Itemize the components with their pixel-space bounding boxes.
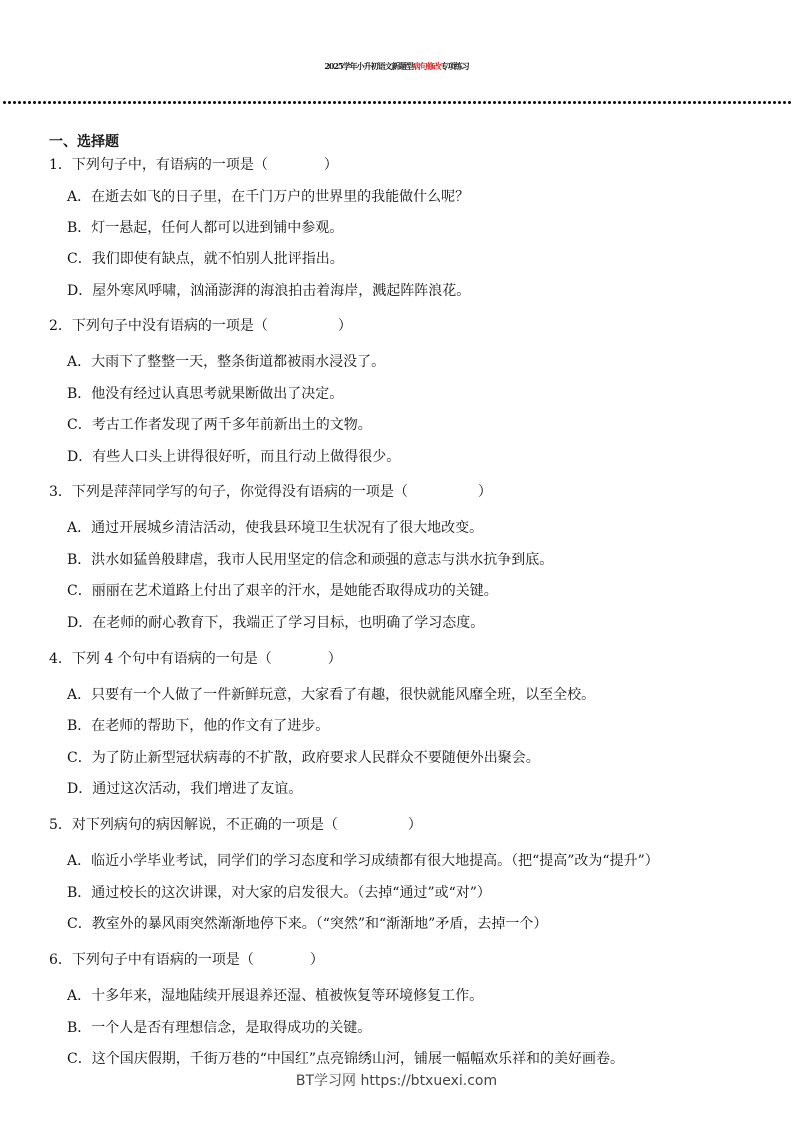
question-stem: 1．下列句子中，有语病的一项是（ ） bbox=[49, 157, 338, 173]
footer-watermark: BT学习网 https://btxuexi.com bbox=[295, 1073, 498, 1089]
question-option: B．一个人是否有理想信念，是取得成功的关键。 bbox=[67, 1020, 372, 1036]
question-option: A．通过开展城乡清洁活动，使我县环境卫生状况有了很大地改变。 bbox=[67, 520, 484, 536]
title-suffix: 专项练习 bbox=[440, 61, 469, 71]
question-option: A．临近小学毕业考试，同学们的学习态度和学习成绩都有很大地提高。（把“提高”改为“提升”） bbox=[67, 853, 659, 869]
question-option: B．洪水如猛兽般肆虐，我市人民用坚定的信念和顽强的意志与洪水抗争到底。 bbox=[67, 552, 554, 568]
question-option: D．在老师的耐心教育下，我端正了学习目标，也明确了学习态度。 bbox=[67, 615, 485, 631]
question-option: C．我们即使有缺点，就不怕别人批评指出。 bbox=[67, 251, 344, 267]
title-highlight: 病句修改 bbox=[412, 61, 441, 71]
question-stem: 2．下列句子中没有语病的一项是（ ） bbox=[49, 318, 352, 334]
question-option: B．灯一悬起，任何人都可以进到铺中参观。 bbox=[67, 220, 344, 236]
page-title bbox=[0, 38, 793, 94]
question-option: A．在逝去如飞的日子里，在千门万户的世界里的我能做什么呢？ bbox=[67, 189, 470, 205]
question-option: B．他没有经过认真思考就果断做出了决定。 bbox=[67, 386, 344, 402]
title-prefix: 2025学年小升初语文新题型 bbox=[324, 61, 413, 71]
question-option: C．为了防止新型冠状病毒的不扩散，政府要求人民群众不要随便外出聚会。 bbox=[67, 750, 540, 766]
section-heading: 一、选择题 bbox=[49, 134, 119, 150]
question-stem: 6．下列句子中有语病的一项是（ ） bbox=[49, 952, 324, 968]
question-option: C．教室外的暴风雨突然渐渐地停下来。（“突然”和“渐渐地”矛盾，去掉一个） bbox=[67, 916, 548, 932]
question-option: C．考古工作者发现了两千多年前新出土的文物。 bbox=[67, 417, 372, 433]
question-option: A．只要有一个人做了一件新鲜玩意，大家看了有趣，很快就能风靡全班，以至全校。 bbox=[67, 687, 596, 703]
question-stem: 3．下列是萍萍同学写的句子，你觉得没有语病的一项是（ ） bbox=[49, 484, 492, 500]
question-option: D．通过这次活动，我们增进了友谊。 bbox=[67, 781, 303, 797]
dotted-divider bbox=[2, 100, 791, 105]
question-stem: 5．对下列病句的病因解说，不正确的一项是（ ） bbox=[49, 817, 422, 833]
question-option: B．通过校长的这次讲课，对大家的启发很大。（去掉“通过”或“对”） bbox=[67, 885, 491, 901]
question-option: B．在老师的帮助下，他的作文有了进步。 bbox=[67, 718, 330, 734]
question-stem: 4．下列 4 个句中有语病的一句是（ ） bbox=[49, 651, 342, 667]
question-option: A．十多年来，湿地陆续开展退养还湿、植被恢复等环境修复工作。 bbox=[67, 988, 484, 1004]
question-option: D．有些人口头上讲得很好听，而且行动上做得很少。 bbox=[67, 449, 401, 465]
question-option: A．大雨下了整整一天，整条街道都被雨水浸没了。 bbox=[67, 354, 386, 370]
question-option: C．丽丽在艺术道路上付出了艰辛的汗水，是她能否取得成功的关键。 bbox=[67, 583, 498, 599]
question-option: D．屋外寒风呼啸，汹涌澎湃的海浪拍击着海岸，溅起阵阵浪花。 bbox=[67, 283, 471, 299]
question-option: C．这个国庆假期，千街万巷的“中国红”点亮锦绣山河，铺展一幅幅欢乐祥和的美好画卷。 bbox=[67, 1051, 625, 1067]
